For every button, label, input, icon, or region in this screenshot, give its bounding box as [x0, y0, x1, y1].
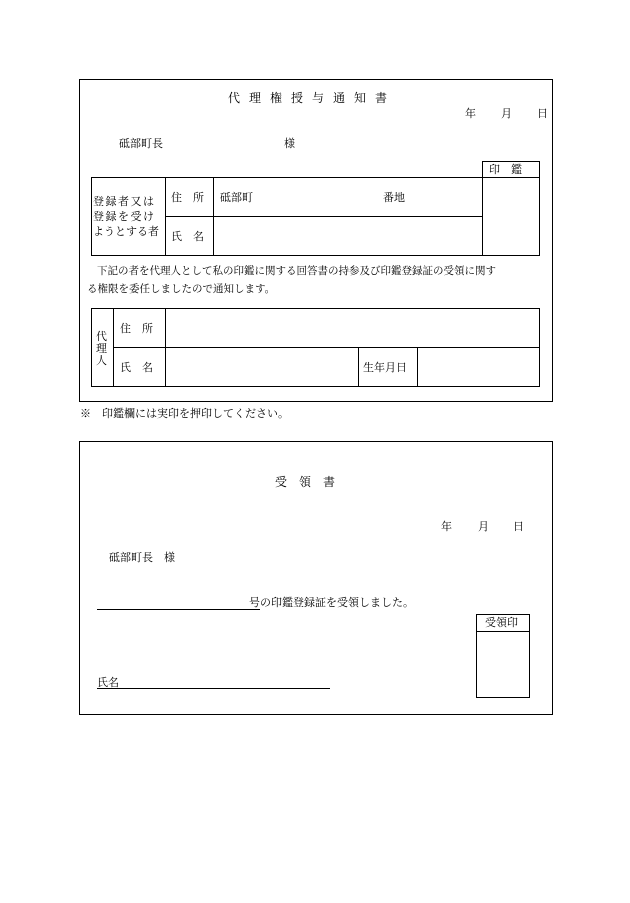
form1-date-month: 月	[501, 107, 512, 120]
body-text-line2: る権限を委任しましたので通知します。	[87, 283, 276, 295]
agent-label-char1: 代	[96, 330, 107, 343]
seal-column-divider	[482, 177, 483, 256]
registrant-label-line3: ようとする者	[93, 225, 159, 238]
form2-date-month: 月	[478, 520, 489, 533]
form2-title: 受 領 書	[275, 475, 336, 489]
number-blank-line	[97, 609, 260, 610]
receipt-name-label: 氏名	[97, 676, 119, 689]
seal-note: ※ 印鑑欄には実印を押印してください。	[80, 407, 289, 420]
receipt-statement: 号の印鑑登録証を受領しました。	[249, 596, 414, 609]
form1-date-day: 日	[537, 107, 548, 120]
registrant-row-divider	[165, 216, 482, 217]
form1-date-year: 年	[465, 107, 476, 120]
form1-title: 代理権授与通知書	[228, 91, 397, 105]
birthdate-left-divider	[358, 347, 359, 387]
receipt-name-line	[97, 688, 330, 689]
agent-label-char2: 理	[96, 342, 107, 355]
form2-date-year: 年	[441, 520, 452, 533]
name-label: 氏 名	[171, 230, 204, 243]
body-text-line1: 下記の者を代理人として私の印鑑に関する回答書の持参及び印鑑登録証の受領に関す	[97, 265, 496, 277]
address-label: 住 所	[171, 191, 204, 204]
form2-date-day: 日	[513, 520, 524, 533]
form2-addressee: 砥部町長 様	[109, 551, 175, 564]
birthdate-right-divider	[417, 347, 418, 387]
seal-header-label: 印 鑑	[489, 163, 522, 176]
registrant-label-line2: 登録を受け	[93, 210, 156, 223]
receipt-seal-label: 受領印	[485, 616, 518, 629]
agent-address-label: 住 所	[120, 322, 153, 335]
agent-name-label: 氏 名	[120, 361, 153, 374]
receipt-seal-header-divider	[476, 631, 530, 632]
form1-honorific: 様	[284, 137, 295, 150]
registrant-label-line1: 登録者又は	[93, 195, 156, 208]
address-prefix: 砥部町	[220, 191, 253, 204]
form1-addressee: 砥部町長	[119, 137, 163, 150]
birthdate-label: 生年月日	[363, 361, 407, 374]
agent-label-char3: 人	[96, 354, 107, 367]
address-suffix: 番地	[383, 191, 405, 204]
agent-row-divider	[113, 347, 540, 348]
